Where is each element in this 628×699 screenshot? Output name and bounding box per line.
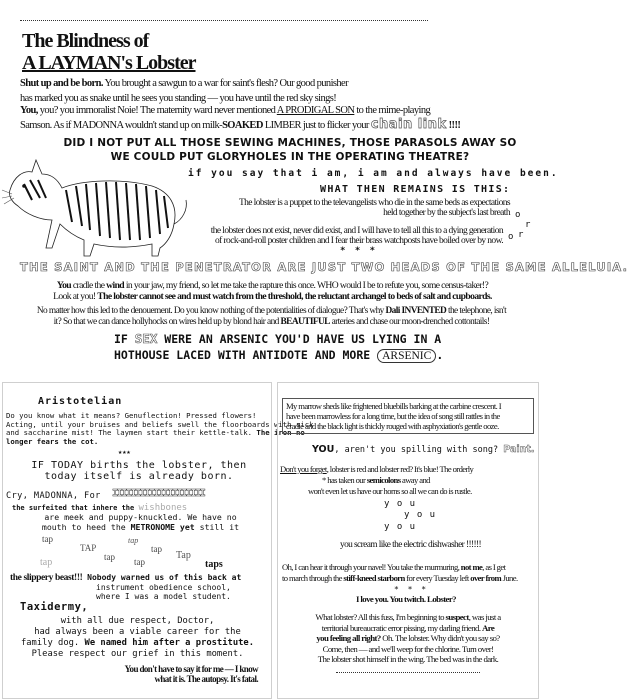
stars-right: * * * bbox=[394, 585, 429, 594]
meek-line1: are meek and puppy-knuckled. We have no bbox=[44, 512, 237, 522]
genuflection-paragraph bbox=[6, 412, 314, 446]
taxi-line3: family dog. bbox=[20, 638, 85, 648]
you-bold: You, bbox=[20, 105, 40, 116]
you-2: y o u bbox=[404, 510, 437, 520]
genuflection-line4: longer fears the cot. bbox=[6, 436, 99, 446]
telephone-text: the telephone, isn't bbox=[446, 306, 507, 316]
not-me-bold: not me bbox=[460, 562, 483, 572]
hothouse-text: HOTHOUSE LACED WITH ANTIDOTE AND MORE bbox=[114, 348, 378, 362]
today-line2: today itself is already born. bbox=[44, 471, 234, 482]
prostitute-bold: We named him after a prostitute. bbox=[84, 638, 255, 648]
exclaim: !!!! bbox=[448, 120, 461, 131]
meek-paragraph bbox=[18, 512, 263, 532]
today-line1: IF TODAY births the lobster, then bbox=[31, 460, 247, 471]
bed-paragraph bbox=[196, 226, 503, 246]
feeling-bold: you feeling all right? bbox=[316, 633, 381, 643]
hollyhocks-text: it? So that we can dance hollyhocks on wires held up by blond hair and bbox=[53, 316, 281, 327]
samson-text: Samson. As if MADONNA wouldn't stand up on milk- bbox=[20, 120, 223, 131]
heed-text: mouth to heed the bbox=[41, 522, 131, 532]
slippery-beast: the slippery beast!!! bbox=[10, 573, 83, 583]
bureaucratic-text: territorial bureaucratic error pissing, my darling friend. bbox=[321, 622, 483, 633]
taxi-line1: with all due respect, Doctor, bbox=[60, 616, 215, 626]
tap-word-4: tap bbox=[151, 544, 162, 554]
tap-word-9: taps bbox=[205, 559, 223, 570]
you-1: y o u bbox=[384, 499, 417, 509]
taxi-line4: Please respect our grief in this moment. bbox=[31, 649, 244, 659]
paragraph-immoralist bbox=[20, 104, 460, 133]
taxidermy-paragraph bbox=[10, 616, 265, 660]
barcode-text: IIIIIIIIIIIIIIIIIIII bbox=[112, 488, 205, 499]
shut-up-rest: You brought a sawgun to a war for saint's flesh? Our good punisher bbox=[102, 78, 348, 89]
oro-letter-3: o bbox=[508, 232, 514, 242]
paragraph-shut-up bbox=[20, 76, 520, 106]
you-3: y o u bbox=[384, 522, 417, 532]
bed-line-2: of rock-and-roll poster children and I fear their brass watchposts have boiled over by now. bbox=[215, 236, 503, 246]
over-from-bold: over from bbox=[470, 573, 502, 583]
you-bold-2: You bbox=[56, 280, 72, 291]
if-you-say-line: if you say that i am, i am and always have been. bbox=[188, 168, 559, 179]
prodigal-son: A PRODIGAL SON bbox=[276, 105, 355, 116]
paint-outline: Paint. bbox=[503, 444, 535, 455]
cradle-paragraph bbox=[20, 280, 525, 302]
navel-paragraph bbox=[282, 562, 534, 584]
bottom-rule-right bbox=[336, 672, 480, 673]
puppet-paragraph bbox=[210, 198, 510, 218]
slippery-paragraph bbox=[10, 573, 241, 601]
puppet-line-2: held together by the subject's last breath bbox=[383, 208, 510, 218]
as-i-get: , as I get bbox=[482, 562, 506, 572]
mime-text: to the mime-playing bbox=[354, 105, 431, 116]
denouement-paragraph bbox=[14, 306, 529, 327]
obedience-school: instrument obedience school, bbox=[96, 583, 231, 592]
chain-link-outline: chain link bbox=[370, 117, 447, 132]
spilling-text: , aren't you spilling with song? bbox=[334, 445, 504, 455]
immoralist-text: you? you immoralist Noie! The maternity ward never mentioned bbox=[39, 105, 277, 116]
autopsy-paragraph bbox=[60, 664, 258, 684]
stars-top: * * * bbox=[340, 246, 378, 256]
arsenic-circled: ARSENIC bbox=[377, 349, 436, 363]
starborn-bold: stiff-kneed starborn bbox=[343, 573, 405, 583]
shot-himself-text: The lobster shot himself in the wing. The bed was in the dark. bbox=[317, 654, 499, 664]
period: . bbox=[436, 348, 444, 362]
if-sex-line bbox=[114, 331, 441, 346]
yet-bold: yet bbox=[175, 522, 195, 532]
tap-word-8: Tap bbox=[176, 550, 191, 561]
spilling-line bbox=[312, 444, 535, 455]
limber-text: LIMBER just to flicker your bbox=[262, 120, 371, 131]
cry-madonna: Cry, MADONNA, For bbox=[6, 491, 101, 501]
beautiful-bold: BEAUTIFUL bbox=[280, 316, 330, 327]
marrow-line2: have been marrowless for a long time, but the idea of song still rattles in the bbox=[286, 411, 500, 421]
taxidermy-heading: Taxidermy, bbox=[20, 601, 89, 613]
what-lobster-text: What lobster? All this fuss, I'm beginning to bbox=[315, 612, 446, 622]
nobody-warned: Nobody warned us of this back at bbox=[82, 573, 242, 582]
sex-outline: SEX bbox=[134, 331, 158, 346]
tabby-cat-illustration bbox=[2, 140, 192, 258]
autopsy-line1: You don't have to say it for me — I know bbox=[124, 664, 258, 674]
aristotelian-heading: Aristotelian bbox=[38, 396, 123, 407]
chlorine-text: Come, then — and we'll weep for the chlorine. Turn over! bbox=[322, 643, 494, 654]
tap-word-2: TAP bbox=[80, 543, 97, 553]
tap-word-3: tap bbox=[128, 536, 139, 545]
marrow-paragraph bbox=[282, 398, 534, 434]
shut-up-line2: has marked you as snake until he sees you standing — you have until the red sky sings! bbox=[20, 93, 337, 104]
tap-word-1: tap bbox=[42, 534, 53, 544]
navel-text: Oh, I can hear it through your navel! You take the murmuring, bbox=[282, 562, 461, 572]
marrow-line3: cradle and the black light is thickly rouged with asphyxiation's gentle ooze. bbox=[286, 421, 499, 431]
oro-letter-1: o bbox=[515, 210, 521, 220]
dali-invented: Dali INVENTED bbox=[385, 306, 447, 316]
semicolons-bold: semicolons bbox=[366, 475, 401, 485]
if-word: IF bbox=[114, 332, 135, 346]
page-title bbox=[22, 30, 196, 74]
orderly-text: * has taken our bbox=[322, 475, 367, 485]
genuflection-line3: and saccharine mist! The laymen start their kettle-talk. bbox=[6, 428, 257, 438]
look-at-you: Look at you! bbox=[53, 291, 98, 302]
i-love-you-line: I love you. You twitch. Lobster? bbox=[356, 594, 456, 604]
lobster-cannot-see: The lobster cannot see and must watch from the threshold, the reluctant archangel to beds of salt and cupboards. bbox=[97, 291, 492, 302]
marrow-line1: My marrow sheds like frightened bluebills barking at the carbine crescent. I bbox=[286, 401, 501, 411]
top-rule bbox=[20, 20, 428, 21]
are-bold: Are bbox=[482, 622, 495, 633]
arsenic-line-text: WERE AN ARSENIC YOU'D HAVE US LYING IN A bbox=[157, 332, 442, 346]
dont-forget: Don't you forget bbox=[280, 464, 327, 474]
away-text: away and bbox=[400, 475, 430, 485]
you-caps: YOU bbox=[312, 444, 335, 455]
autopsy-line2: what it is. The autopsy. It's fatal. bbox=[154, 674, 258, 684]
was-just: , was just a bbox=[468, 612, 501, 622]
what-remains-line: WHAT THEN REMAINS IS THIS: bbox=[320, 184, 511, 195]
genuflection-line1: Do you know what it means? Genuflection! Pressed flowers! bbox=[6, 411, 257, 420]
tap-word-5: tap bbox=[104, 552, 115, 562]
tuesday-text: for every Tuesday left bbox=[404, 573, 471, 583]
taxi-line2: had always been a viable career for the bbox=[34, 627, 241, 637]
title-line-2: A LAYMAN's Lobster bbox=[22, 52, 196, 74]
if-today-block bbox=[14, 460, 264, 482]
tap-word-6: tap bbox=[40, 557, 53, 568]
hothouse-line bbox=[114, 348, 443, 362]
title-line-1: The Blindness of bbox=[22, 30, 149, 52]
model-student: where I was a model student. bbox=[96, 592, 231, 601]
denouement-text: No matter how this led to the denouement. Do you know nothing of the potentialities of dialogue? That's why bbox=[36, 306, 386, 316]
stars-left: ★★★ bbox=[118, 448, 131, 456]
metronome-bold: METRONOME bbox=[130, 522, 175, 532]
tap-word-7: tap bbox=[134, 557, 145, 567]
what-lobster-paragraph bbox=[282, 612, 534, 665]
wind-bold: wind bbox=[106, 280, 125, 291]
genuflection-line2: Acting, until your bruises and beliefs swell the floorboards with sick bbox=[6, 419, 314, 429]
oro-letter-4: r bbox=[518, 230, 524, 240]
cottontails-text: arteries and chase our moon-drenched cottontails! bbox=[329, 316, 490, 327]
forget-paragraph bbox=[280, 464, 534, 497]
iron-no-bold: The iron no bbox=[256, 428, 305, 438]
surfeited-text: the surfeited that inhere the bbox=[12, 504, 139, 512]
oro-letter-2: r bbox=[525, 220, 531, 230]
cradle-text: cradle the bbox=[71, 280, 107, 291]
horns-text: won't even let us have our horns so all we can do is rustle. bbox=[308, 486, 472, 496]
caps-line-2: WE COULD PUT GLORYHOLES IN THE OPERATING THEATRE? bbox=[110, 151, 470, 163]
puppet-line-1: The lobster is a puppet to the televangelists who die in the same beds as expectations bbox=[238, 198, 510, 208]
soaked-bold: SOAKED bbox=[222, 120, 263, 131]
still-it: still it bbox=[194, 522, 240, 532]
why-didnt-you: Oh. The lobster. Why didn't you say so? bbox=[380, 633, 500, 643]
june-text: June. bbox=[501, 573, 518, 583]
shut-up-bold: Shut up and be born. bbox=[20, 78, 103, 89]
wishbones-text: wishbones bbox=[138, 503, 188, 513]
bed-line-1: the lobster does not exist, never did exist, and I will have to tell all this to a dying generation bbox=[210, 226, 503, 236]
scream-line: you scream like the electric dishwasher !!!!!! bbox=[340, 540, 482, 550]
saint-penetrator-line: THE SAINT AND THE PENETRATOR ARE JUST TWO HEADS OF THE SAME ALLELUIA. bbox=[20, 260, 628, 274]
march-text: to march through the bbox=[282, 573, 344, 583]
suspect-bold: suspect bbox=[445, 612, 469, 622]
lobster-red-text: , lobster is red and lobster red? It's blue! The orderly bbox=[326, 464, 474, 474]
rapture-text: in your jaw, my friend, so let me take the rapture this once. WHO would I be to refute you, some census-taker!? bbox=[124, 280, 489, 291]
caps-line-1: DID I NOT PUT ALL THOSE SEWING MACHINES, THOSE PARASOLS AWAY SO bbox=[63, 137, 517, 149]
